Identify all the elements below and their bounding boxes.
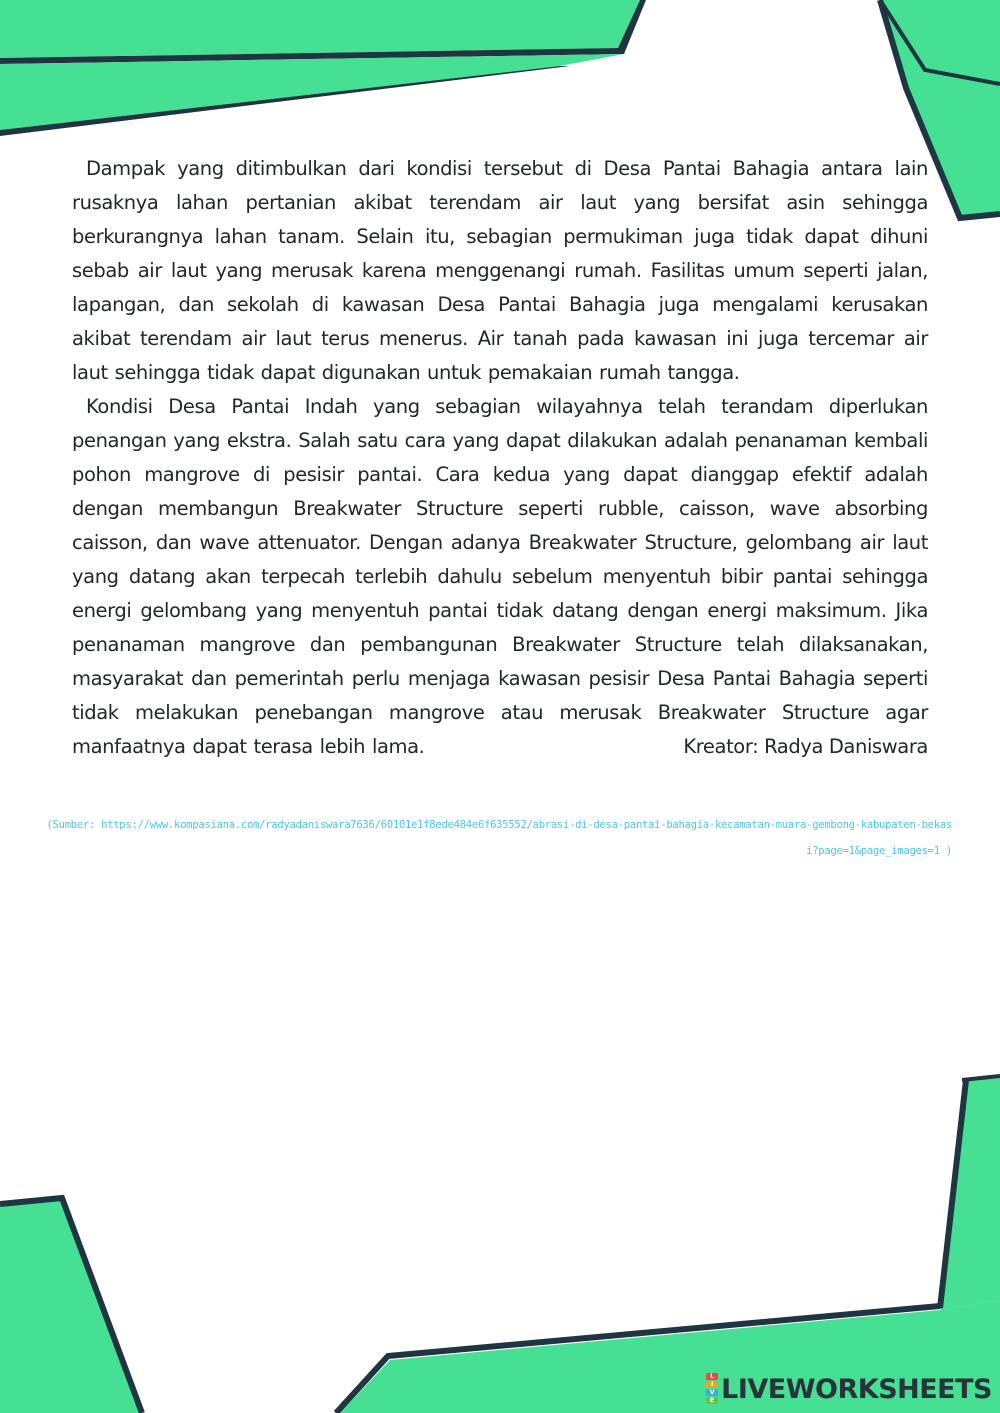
liveworksheets-logo-icon: [706, 1373, 718, 1405]
paragraph-impact: Dampak yang ditimbulkan dari kondisi tersebut di Desa Pantai Bahagia antara lain rusaknya lahan pertanian akibat terendam air laut yang bersifat asin sehingga berkurangnya lahan tanam. Selain itu, sebagian permukiman juga tidak dapat dihuni sebab air laut yang merusak karena menggenangi rumah. Fasilitas umum seperti jalan, lapangan, dan sekolah di kawasan Desa Pantai Bahagia juga mengalami kerusakan akibat terendam air laut terus menerus. Air tanah pada kawasan ini juga tercemar air laut sehingga tidak dapat digunakan untuk pemakaian rumah tangga.: [72, 157, 928, 384]
paragraph-solution: Kondisi Desa Pantai Indah yang sebagian wilayahnya telah terandam diperlukan penangan yang ekstra. Salah satu cara yang dapat dilakukan adalah penanaman kembali pohon mangrove di pesisir pantai. Cara kedua yang dapat dianggap efektif adalah dengan membangun Breakwater Structure seperti rubble, caisson, wave absorbing caisson, dan wave attenuator. Dengan adanya Breakwater Structure, gelombang air laut yang datang akan terpecah terlebih dahulu sebelum menyentuh bibir pantai sehingga energi gelombang yang menyentuh pantai tidak datang dengan energi maksimum. Jika penanaman mangrove dan pembangunan Breakwater Structure telah dilaksanakan, masyarakat dan pemerintah perlu menjaga kawasan pesisir Desa Pantai Bahagia seperti tidak melakukan penebangan mangrove atau merusak Breakwater Structure agar manfaatnya dapat terasa lebih lama.: [72, 395, 928, 758]
brand-wordmark: LIVEWORKSHEETS: [721, 1373, 992, 1405]
logo-letter-e: E: [706, 1397, 718, 1404]
bottom-left-green-shape: [0, 1198, 140, 1413]
logo-letter-i: I: [706, 1381, 718, 1388]
source-citation-link[interactable]: (Sumber: https://www.kompasiana.com/radyadaniswara7636/60101e1f8ede484e6f635552/abrasi-di-desa-pantai-bahagia-kecamatan-muara-gembong-kabupaten-bekasi?page=1&page_images=1 ): [46, 819, 952, 857]
logo-letter-l: L: [706, 1373, 718, 1380]
top-left-lower-shard: [0, 54, 624, 130]
creator-credit: Kreator: Radya Daniswara: [683, 735, 928, 758]
right-edge-green-shape: [940, 1078, 1000, 1310]
liveworksheets-brand[interactable]: [706, 1373, 992, 1405]
logo-letter-v: V: [706, 1389, 718, 1396]
